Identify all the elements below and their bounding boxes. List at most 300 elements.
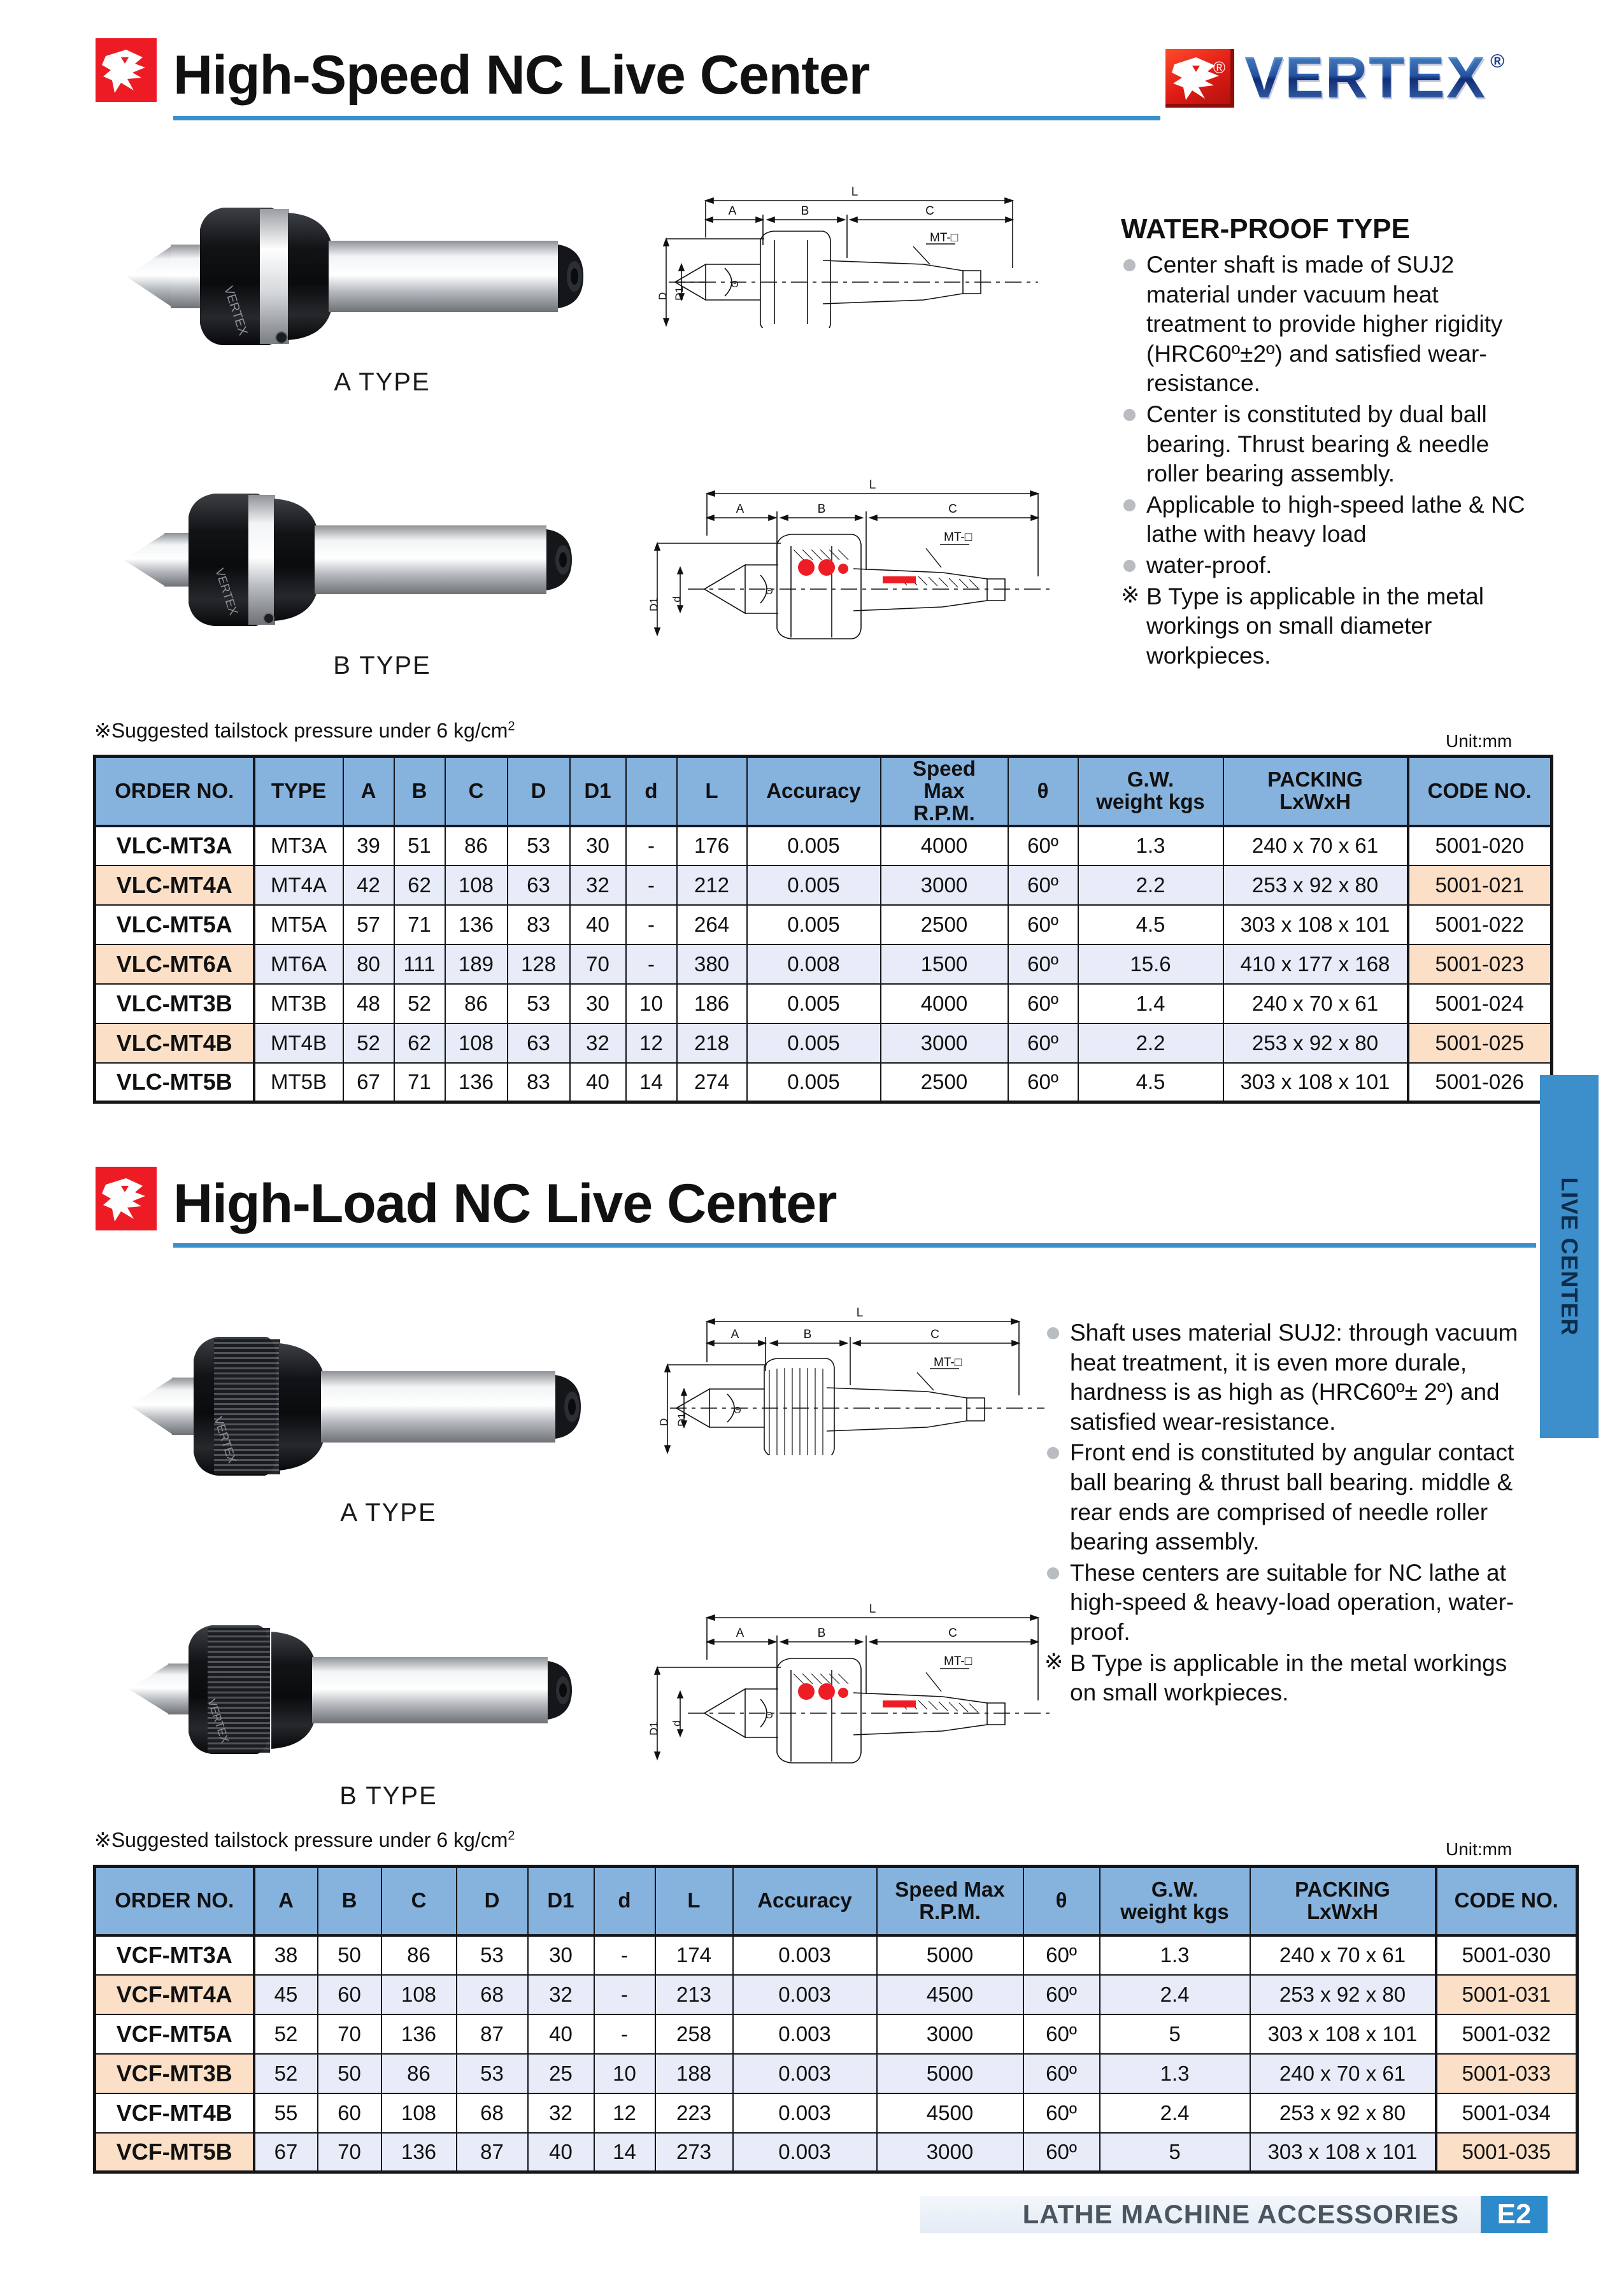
cell-value: 108 (381, 1975, 457, 2014)
cell-value: 240 x 70 x 61 (1223, 984, 1408, 1023)
cell-value: 136 (381, 2133, 457, 2172)
cell-value: 258 (655, 2014, 733, 2054)
cell-value: 240 x 70 x 61 (1250, 2054, 1436, 2093)
column-header-accuracy: Accuracy (733, 1867, 877, 1935)
cell-value: MT4B (254, 1023, 343, 1063)
svg-text:A: A (736, 502, 744, 516)
cell-code-no: 5001-022 (1408, 905, 1552, 944)
vertex-brand-logo (1165, 45, 1504, 111)
column-header-b: B (318, 1867, 381, 1935)
cell-value: 5 (1100, 2133, 1250, 2172)
table-row (95, 905, 1552, 944)
cell-value: 38 (254, 1935, 318, 1975)
cell-value: 0.003 (733, 2014, 877, 2054)
cell-order-no: VLC-MT5B (95, 1063, 254, 1102)
cell-value: 51 (394, 826, 445, 866)
photo-caption-b-type-1: B TYPE (333, 652, 431, 680)
svg-text:VERTEX: VERTEX (212, 567, 240, 617)
cell-value: 303 x 108 x 101 (1223, 905, 1408, 944)
cell-value: 30 (528, 1935, 594, 1975)
svg-text:D1: D1 (676, 1413, 688, 1427)
svg-text:D1: D1 (673, 287, 685, 301)
cell-value: 4000 (881, 984, 1008, 1023)
cell-value: 240 x 70 x 61 (1223, 826, 1408, 866)
cell-order-no: VLC-MT3A (95, 826, 254, 866)
cell-value: - (626, 866, 677, 905)
cell-order-no: VLC-MT3B (95, 984, 254, 1023)
cell-value: 15.6 (1078, 944, 1223, 984)
cell-value: 42 (343, 866, 394, 905)
cell-value: 63 (508, 1023, 570, 1063)
table-row (95, 866, 1552, 905)
cell-value: 60º (1008, 905, 1078, 944)
cell-value: - (626, 905, 677, 944)
cell-value: 30 (570, 984, 626, 1023)
svg-text:MT-□: MT-□ (934, 1356, 962, 1369)
cell-value: MT6A (254, 944, 343, 984)
column-header-code-no: CODE NO. (1436, 1867, 1578, 1935)
cell-value: 212 (677, 866, 747, 905)
column-header-l: L (677, 757, 747, 826)
cell-value: 0.005 (747, 1063, 881, 1102)
product-photo-a-type-2 (127, 1322, 650, 1532)
cell-code-no: 5001-032 (1436, 2014, 1578, 2054)
svg-text:d: d (671, 596, 683, 602)
column-header-packing-lxwxh: PACKING LxWxH (1223, 757, 1408, 826)
cell-value: 40 (528, 2133, 594, 2172)
tailstock-note-1 (94, 718, 515, 743)
cell-value: 3000 (877, 2133, 1023, 2172)
cell-value: 4.5 (1078, 1063, 1223, 1102)
cell-value: 5000 (877, 1935, 1023, 1975)
technical-drawing-a-type-1 (656, 169, 1064, 328)
column-header-c: C (381, 1867, 457, 1935)
cell-code-no: 5001-035 (1436, 2133, 1578, 2172)
cell-value: 40 (570, 1063, 626, 1102)
cell-value: 53 (508, 984, 570, 1023)
svg-text:C: C (948, 502, 957, 516)
svg-text:L: L (869, 478, 876, 492)
eagle-logo-icon (96, 38, 157, 102)
cell-value: MT5A (254, 905, 343, 944)
cell-value: 2500 (881, 905, 1008, 944)
section-title: High-Speed NC Live Center (173, 45, 870, 106)
side-tab-label: LIVE CENTER (1556, 1177, 1583, 1336)
tailstock-note-sup-2: 2 (508, 1828, 515, 1843)
svg-text:L: L (851, 185, 858, 199)
cell-value: 40 (528, 2014, 594, 2054)
cell-code-no: 5001-034 (1436, 2093, 1578, 2133)
bullet-dot-icon (1123, 409, 1136, 421)
svg-text:C: C (930, 1328, 939, 1341)
cell-value: 87 (457, 2014, 528, 2054)
cell-value: 50 (318, 2054, 381, 2093)
cell-value: 71 (394, 1063, 445, 1102)
cell-value: 68 (457, 1975, 528, 2014)
technical-drawing-a-type-2 (656, 1296, 1070, 1455)
cell-value: 108 (445, 866, 508, 905)
cell-value: - (594, 2014, 655, 2054)
cell-value: 53 (508, 826, 570, 866)
spec-bullet (1121, 400, 1528, 489)
spec-table-high-speed (93, 755, 1553, 1104)
column-header-b: B (394, 757, 445, 826)
bullet-dot-icon (1123, 259, 1136, 271)
registered-mark-small: ® (1213, 57, 1225, 77)
spec-table-body-2 (95, 1935, 1578, 2172)
cell-value: MT3A (254, 826, 343, 866)
footer-category-label: LATHE MACHINE ACCESSORIES (1022, 2199, 1459, 2229)
vertex-wordmark: VERTEX (1244, 45, 1487, 110)
svg-text:D: D (657, 292, 669, 301)
cell-value: 86 (445, 984, 508, 1023)
cell-value: 53 (457, 2054, 528, 2093)
cell-value: MT5B (254, 1063, 343, 1102)
cell-value: 53 (457, 1935, 528, 1975)
cell-value: 52 (343, 1023, 394, 1063)
reference-mark-icon: ※ (1044, 1649, 1064, 1674)
table-row (95, 2133, 1578, 2172)
spec-bullet-text: These centers are suitable for NC lathe at high-speed & heavy-load operation, water-proof. (1070, 1559, 1514, 1646)
cell-value: 0.003 (733, 2054, 877, 2093)
cell-value: 50 (318, 1935, 381, 1975)
cell-code-no: 5001-020 (1408, 826, 1552, 866)
cell-value: 3000 (881, 1023, 1008, 1063)
cell-value: 70 (318, 2014, 381, 2054)
cell-value: 1.3 (1100, 1935, 1250, 1975)
cell-value: 70 (318, 2133, 381, 2172)
cell-order-no: VLC-MT6A (95, 944, 254, 984)
cell-value: 273 (655, 2133, 733, 2172)
cell-value: 174 (655, 1935, 733, 1975)
column-header-accuracy: Accuracy (747, 757, 881, 826)
cell-value: 52 (254, 2014, 318, 2054)
section-heading-high-load (96, 1167, 837, 1235)
cell-value: - (594, 1935, 655, 1975)
cell-value: 60º (1008, 1023, 1078, 1063)
column-header-a: A (254, 1867, 318, 1935)
side-tab-live-center (1540, 1075, 1599, 1438)
product-photo-a-type-1 (121, 191, 643, 401)
heading-rule-2 (173, 1243, 1536, 1248)
cell-value: 60º (1023, 1975, 1100, 2014)
cell-value: 303 x 108 x 101 (1250, 2133, 1436, 2172)
cell-value: 30 (570, 826, 626, 866)
cell-value: 52 (394, 984, 445, 1023)
cell-value: 52 (254, 2054, 318, 2093)
cell-value: 111 (394, 944, 445, 984)
spec-bullet (1044, 1318, 1528, 1437)
cell-code-no: 5001-025 (1408, 1023, 1552, 1063)
cell-value: 2.4 (1100, 1975, 1250, 2014)
cell-value: 60º (1023, 2054, 1100, 2093)
column-header-order-no: ORDER NO. (95, 757, 254, 826)
spec-bullet (1044, 1438, 1528, 1557)
column-header-order-no: ORDER NO. (95, 1867, 254, 1935)
cell-value: 136 (381, 2014, 457, 2054)
spec-table-head-1 (95, 757, 1552, 826)
table-header-row (95, 1867, 1578, 1935)
cell-value: 136 (445, 1063, 508, 1102)
product-photo-b-type-1 (121, 474, 643, 685)
column-header-code-no: CODE NO. (1408, 757, 1552, 826)
cell-value: 32 (570, 1023, 626, 1063)
cell-value: 0.003 (733, 1935, 877, 1975)
cell-order-no: VCF-MT5A (95, 2014, 254, 2054)
cell-value: 62 (394, 866, 445, 905)
cell-value: 63 (508, 866, 570, 905)
spec-bullet (1121, 490, 1528, 550)
cell-value: 12 (594, 2093, 655, 2133)
cell-value: 86 (381, 1935, 457, 1975)
cell-value: 213 (655, 1975, 733, 2014)
eagle-brand-icon (1165, 49, 1234, 108)
unit-label-1: Unit:mm (1446, 731, 1513, 751)
spec-table-body-1 (95, 826, 1552, 1102)
svg-text:B: B (801, 204, 809, 218)
cell-value: 60º (1008, 866, 1078, 905)
cell-value: 12 (626, 1023, 677, 1063)
column-header-d: d (626, 757, 677, 826)
table-row (95, 2054, 1578, 2093)
technical-drawing-b-type-2 (643, 1599, 1089, 1764)
table-row (95, 2093, 1578, 2133)
cell-value: 4000 (881, 826, 1008, 866)
cell-value: 10 (626, 984, 677, 1023)
spec-bullet-text: B Type is applicable in the metal workings on small workpieces. (1070, 1649, 1507, 1706)
cell-value: 303 x 108 x 101 (1223, 1063, 1408, 1102)
table-row (95, 1975, 1578, 2014)
cell-value: 60º (1008, 1063, 1078, 1102)
cell-value: 0.003 (733, 2093, 877, 2133)
tailstock-note-text-1: ※Suggested tailstock pressure under 6 kg/cm (94, 719, 508, 742)
spec-bullet-text: B Type is applicable in the metal workings on small diameter workpieces. (1146, 583, 1484, 669)
spec-bullet (1044, 1649, 1528, 1708)
cell-value: 32 (528, 2093, 594, 2133)
cell-value: - (626, 944, 677, 984)
spec-bullet-list (1121, 250, 1528, 671)
cell-value: 0.005 (747, 1023, 881, 1063)
spec-bullet-text: Front end is constituted by angular contact ball bearing & thrust ball bearing. middle & rear ends are comprised of needle roller bearing assembly. (1070, 1439, 1514, 1555)
technical-drawing-b-type-1 (643, 474, 1083, 640)
cell-value: 3000 (877, 2014, 1023, 2054)
column-header-: θ (1023, 1867, 1100, 1935)
bullet-dot-icon (1123, 560, 1136, 572)
spec-table-head-2 (95, 1867, 1578, 1935)
unit-label-2: Unit:mm (1446, 1839, 1513, 1859)
cell-value: 253 x 92 x 80 (1223, 866, 1408, 905)
column-header-a: A (343, 757, 394, 826)
cell-order-no: VCF-MT3B (95, 2054, 254, 2093)
cell-value: - (594, 1975, 655, 2014)
cell-value: 71 (394, 905, 445, 944)
eagle-logo-icon (96, 1167, 157, 1230)
cell-value: 25 (528, 2054, 594, 2093)
cell-value: 2.2 (1078, 1023, 1223, 1063)
cell-value: 240 x 70 x 61 (1250, 1935, 1436, 1975)
cell-value: 176 (677, 826, 747, 866)
cell-order-no: VCF-MT4B (95, 2093, 254, 2133)
svg-text:L: L (869, 1602, 876, 1616)
spec-block-high-speed (1121, 213, 1528, 673)
svg-text:Θ: Θ (766, 1710, 773, 1721)
cell-value: 57 (343, 905, 394, 944)
spec-bullet (1121, 582, 1528, 671)
cell-value: 86 (445, 826, 508, 866)
cell-value: 218 (677, 1023, 747, 1063)
cell-value: 40 (570, 905, 626, 944)
cell-value: 0.003 (733, 2133, 877, 2172)
cell-value: 45 (254, 1975, 318, 2014)
table-row (95, 1023, 1552, 1063)
svg-text:MT-□: MT-□ (944, 1655, 972, 1668)
cell-value: 67 (343, 1063, 394, 1102)
svg-text:D1: D1 (648, 1721, 660, 1735)
column-header-speed-max-r-p-m: Speed Max R.P.M. (881, 757, 1008, 826)
svg-text:B: B (803, 1328, 812, 1341)
table-row (95, 826, 1552, 866)
cell-order-no: VCF-MT4A (95, 1975, 254, 2014)
svg-text:Θ: Θ (731, 279, 739, 290)
column-header-g-w-weight-kgs: G.W. weight kgs (1078, 757, 1223, 826)
column-header-packing-lxwxh: PACKING LxWxH (1250, 1867, 1436, 1935)
cell-value: 1.3 (1078, 826, 1223, 866)
cell-value: - (626, 826, 677, 866)
cell-value: 0.005 (747, 984, 881, 1023)
registered-mark: ® (1490, 51, 1505, 72)
cell-value: 1.3 (1100, 2054, 1250, 2093)
cell-value: 223 (655, 2093, 733, 2133)
svg-text:B: B (817, 502, 826, 516)
cell-value: 60 (318, 1975, 381, 2014)
cell-value: 60º (1023, 2014, 1100, 2054)
cell-value: 39 (343, 826, 394, 866)
heading-rule-1 (173, 116, 1160, 120)
cell-code-no: 5001-021 (1408, 866, 1552, 905)
svg-text:A: A (730, 1328, 739, 1341)
footer-bar (920, 2196, 1481, 2233)
cell-value: 380 (677, 944, 747, 984)
cell-value: 83 (508, 905, 570, 944)
cell-value: 0.003 (733, 1975, 877, 2014)
svg-text:L: L (856, 1306, 864, 1320)
cell-value: 264 (677, 905, 747, 944)
column-header-c: C (445, 757, 508, 826)
tailstock-note-2 (94, 1828, 515, 1852)
cell-value: 303 x 108 x 101 (1250, 2014, 1436, 2054)
photo-caption-a-type-1: A TYPE (334, 368, 431, 396)
cell-value: 55 (254, 2093, 318, 2133)
column-header-d1: D1 (528, 1867, 594, 1935)
svg-text:VERTEX: VERTEX (211, 1415, 239, 1465)
cell-order-no: VCF-MT3A (95, 1935, 254, 1975)
cell-value: 14 (594, 2133, 655, 2172)
cell-value: 86 (381, 2054, 457, 2093)
tailstock-note-text-2: ※Suggested tailstock pressure under 6 kg/cm (94, 1828, 508, 1851)
cell-value: 80 (343, 944, 394, 984)
cell-value: MT3B (254, 984, 343, 1023)
svg-text:Θ: Θ (766, 586, 773, 597)
cell-value: 1.4 (1078, 984, 1223, 1023)
spec-bullet-list (1044, 1318, 1528, 1708)
tailstock-note-sup-1: 2 (508, 719, 515, 734)
svg-text:MT-□: MT-□ (930, 231, 958, 245)
column-header-d1: D1 (570, 757, 626, 826)
table-row (95, 1935, 1578, 1975)
svg-text:C: C (948, 1627, 957, 1640)
cell-value: 186 (677, 984, 747, 1023)
product-photo-b-type-2 (127, 1605, 650, 1815)
cell-value: 189 (445, 944, 508, 984)
spec-table-high-load (93, 1865, 1579, 2174)
photo-caption-a-type-2: A TYPE (340, 1499, 437, 1527)
svg-text:A: A (736, 1627, 744, 1640)
svg-text:Θ: Θ (734, 1405, 741, 1416)
spec-bullet (1121, 250, 1528, 399)
cell-value: 5 (1100, 2014, 1250, 2054)
svg-text:MT-□: MT-□ (944, 531, 972, 544)
footer-page-badge (1481, 2196, 1548, 2233)
cell-value: 3000 (881, 866, 1008, 905)
table-header-row (95, 757, 1552, 826)
section-heading-high-speed (96, 38, 870, 106)
table-row (95, 2014, 1578, 2054)
cell-value: 0.008 (747, 944, 881, 984)
svg-text:C: C (925, 204, 934, 218)
cell-value: 60º (1023, 2133, 1100, 2172)
cell-code-no: 5001-031 (1436, 1975, 1578, 2014)
cell-value: 4.5 (1078, 905, 1223, 944)
column-header-d: D (508, 757, 570, 826)
cell-order-no: VLC-MT5A (95, 905, 254, 944)
cell-value: 70 (570, 944, 626, 984)
column-header-type: TYPE (254, 757, 343, 826)
svg-text:A: A (728, 204, 737, 218)
cell-code-no: 5001-033 (1436, 2054, 1578, 2093)
cell-value: 2500 (881, 1063, 1008, 1102)
spec-bullet-text: Applicable to high-speed lathe & NC lathe with heavy load (1146, 491, 1525, 548)
cell-value: 253 x 92 x 80 (1250, 1975, 1436, 2014)
cell-value: 14 (626, 1063, 677, 1102)
cell-value: 2.2 (1078, 866, 1223, 905)
bullet-dot-icon (1123, 499, 1136, 511)
photo-caption-b-type-2: B TYPE (339, 1782, 438, 1810)
cell-value: 188 (655, 2054, 733, 2093)
cell-value: 0.005 (747, 905, 881, 944)
cell-code-no: 5001-023 (1408, 944, 1552, 984)
spec-bullet-text: Center is constituted by dual ball bearing. Thrust bearing & needle roller bearing assembly. (1146, 401, 1490, 487)
cell-value: 32 (528, 1975, 594, 2014)
cell-value: 5000 (877, 2054, 1023, 2093)
bullet-dot-icon (1047, 1327, 1059, 1339)
cell-value: 67 (254, 2133, 318, 2172)
cell-code-no: 5001-030 (1436, 1935, 1578, 1975)
spec-bullet-text: water-proof. (1146, 552, 1272, 579)
cell-value: 136 (445, 905, 508, 944)
spec-block-high-load (1044, 1318, 1528, 1709)
column-header-g-w-weight-kgs: G.W. weight kgs (1100, 1867, 1250, 1935)
cell-value: 60º (1023, 2093, 1100, 2133)
cell-value: 4500 (877, 2093, 1023, 2133)
reference-mark-icon: ※ (1121, 582, 1140, 608)
cell-value: 274 (677, 1063, 747, 1102)
cell-value: 83 (508, 1063, 570, 1102)
bearing-balls-illustration (798, 559, 916, 583)
spec-bullet-text: Shaft uses material SUJ2: through vacuum heat treatment, it is even more durale, hardness is as high as (HRC60º± 2º) and satisfied wear-resistance. (1070, 1320, 1518, 1435)
svg-text:VERTEX: VERTEX (221, 284, 250, 338)
cell-value: 68 (457, 2093, 528, 2133)
cell-value: 4500 (877, 1975, 1023, 2014)
